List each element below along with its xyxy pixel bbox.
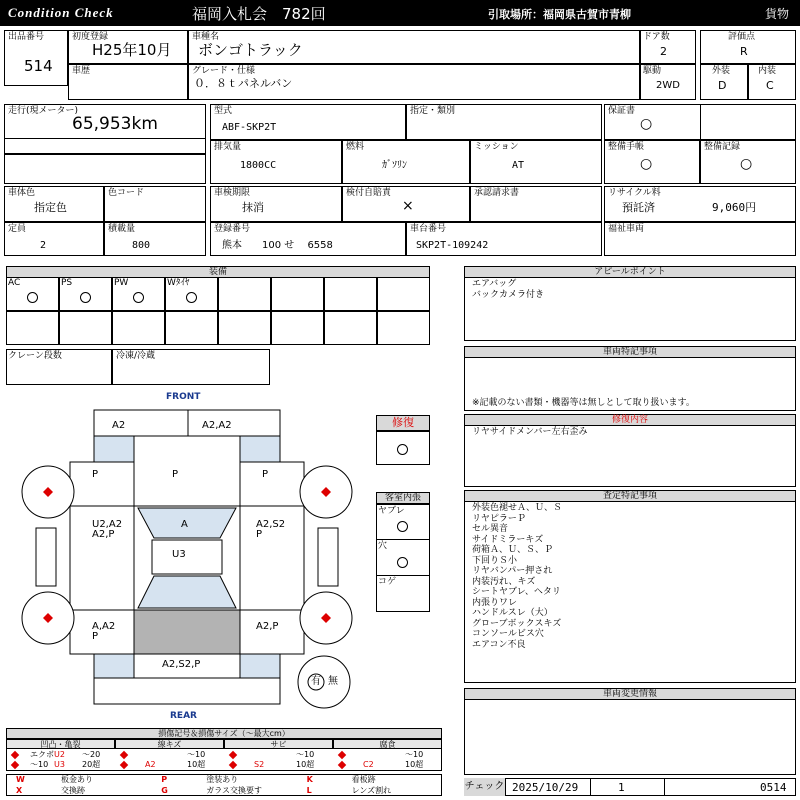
grade-value: ０．８ｔパネルバン [194, 77, 293, 90]
insurance-value: × [402, 198, 414, 214]
code-value: 看板跡 [351, 775, 376, 784]
inspect-note-line: グローブボックスキズ [472, 618, 562, 629]
damage-hood-mid: P [172, 469, 179, 480]
color-value: 指定色 [34, 201, 67, 214]
ext-value: D [718, 79, 727, 92]
appeal-line-2: バックカメラ付き [472, 290, 545, 300]
grade-label: グレード・仕様 [192, 66, 256, 76]
lot-number: 514 [24, 57, 53, 75]
spare-none: 無 [328, 676, 338, 687]
equipment-label: PW [114, 278, 129, 288]
inspect-note-line: 外装色褪せＡ、Ｕ、Ｓ [472, 503, 563, 513]
doors-label: ドア数 [643, 32, 670, 42]
interior-hole-label: 穴 [378, 541, 388, 551]
inspect-note-line: 内装汚れ、キズ [472, 576, 536, 587]
damage-top-right: A2,A2 [202, 420, 232, 431]
header-bar [0, 0, 800, 26]
warranty-mark: ○ [640, 116, 653, 132]
inspection-value: 抹消 [242, 201, 264, 214]
change-info-box [464, 699, 796, 775]
car-label: 車種名 [192, 32, 220, 42]
recycle-label: リサイクル料 [608, 188, 661, 198]
damage-right-rear: A2,P [256, 621, 279, 632]
repair-header: 修復 [376, 415, 430, 431]
front-label: FRONT [166, 392, 201, 402]
maint-rec-label: 整備記録 [704, 142, 741, 152]
color-code-label: 色コード [108, 188, 145, 198]
interior-divider-1 [376, 539, 430, 540]
capacity-label: 定員 [8, 224, 27, 234]
repair-content-header: 修復内容 [464, 414, 796, 426]
interior-divider-2 [376, 575, 430, 576]
equipment-cell [112, 311, 165, 345]
check-divider-2 [664, 778, 665, 796]
approval-label: 承認請求書 [474, 188, 520, 198]
legend-cell: U2 [54, 750, 65, 759]
load-label: 積載量 [108, 224, 136, 234]
legend-group-name: 凹凸・亀裂 [6, 739, 115, 749]
drive-label: 駆動 [643, 66, 662, 76]
legend-cell: S2 [254, 760, 265, 769]
plate-value: 熊本 100 せ 6558 [222, 240, 333, 251]
warranty-label: 保証書 [608, 106, 636, 116]
fridge-label: 冷凍/冷蔵 [116, 351, 156, 361]
inspect-note-line: リヤピラーＰ [472, 513, 526, 524]
inspect-note-line: 荷箱Ａ、Ｕ、Ｓ、Ｐ [472, 545, 554, 555]
inspect-note-line: シートヤブレ、ヘタリ [472, 587, 561, 597]
equipment-mark [133, 292, 144, 303]
legend-cell: 〜20 [82, 750, 101, 759]
special-header: 車両特記事項 [464, 346, 796, 358]
equipment-cell [324, 311, 377, 345]
inspect-note-line: リヤバンパー押され [472, 566, 553, 576]
mission-value: AT [512, 160, 525, 171]
warranty-divider [700, 104, 701, 140]
legend-group-name: サビ [224, 739, 333, 749]
check-date: 2025/10/29 [512, 781, 579, 794]
code-value: 塗装あり [206, 775, 239, 784]
auction-title: 福岡入札会 782回 [192, 5, 326, 23]
repair-mark [397, 444, 408, 455]
equipment-cell [271, 277, 324, 311]
change-info-header: 車両変更情報 [464, 688, 796, 700]
pickup-location: 引取場所：福岡県古賀市青柳 [488, 8, 631, 21]
equipment-cell [377, 277, 430, 311]
displacement-value: 1800CC [240, 160, 277, 171]
inspect-note-line: ハンドルスレ（大） [472, 608, 553, 618]
ext-label: 外装 [712, 66, 731, 76]
inspection-label: 車検期限 [214, 188, 251, 198]
recycle-status: 預託済 [622, 201, 655, 214]
int-label: 内装 [758, 66, 777, 76]
designation-label: 指定・類別 [410, 106, 456, 116]
color-label: 車体色 [8, 188, 36, 198]
inspect-note-line: コンソールビス穴 [472, 629, 544, 639]
equipment-header: 装備 [6, 266, 430, 278]
fuel-label: 燃料 [346, 142, 365, 152]
model-label: 型式 [214, 106, 233, 116]
code-key: K [306, 775, 313, 784]
code-key: X [16, 786, 23, 795]
rear-label: REAR [170, 711, 197, 721]
capacity-value: 2 [40, 240, 47, 251]
interior-hole-mark [397, 557, 408, 568]
vehicle-category: 貨物 [765, 7, 790, 21]
damage-top-left: A2 [112, 420, 126, 431]
recycle-fee: 9,060円 [712, 201, 757, 214]
check-divider-1 [590, 778, 591, 796]
check-label: チェック [464, 778, 506, 796]
legend-cell: 〜10 [405, 750, 424, 759]
legend-cell: 〜10 [30, 760, 49, 769]
mileage-value: 65,953km [72, 114, 158, 134]
displacement-label: 排気量 [214, 142, 242, 152]
equipment-cell [324, 277, 377, 311]
equipment-mark [80, 292, 91, 303]
chassis-label: 車台番号 [410, 224, 447, 234]
legend-cell: 10超 [187, 760, 206, 769]
inspect-notes-header: 査定特記事項 [464, 490, 796, 502]
inspect-note-line: 内張りワレ [472, 597, 518, 608]
score-label: 評価点 [728, 32, 756, 42]
chassis-value: SKP2T-109242 [416, 240, 489, 251]
legend-cell: U3 [54, 760, 65, 769]
drive-value: 2WD [656, 80, 680, 91]
equipment-label: PS [61, 278, 73, 288]
legend-header: 損傷記号＆損傷サイズ（〜最大cm） [6, 728, 442, 739]
repair-content-text: リヤサイドメンバー左右歪み [472, 427, 588, 437]
inspect-note-line: サイドミラーキズ [472, 534, 544, 545]
welfare-label: 福祉車両 [608, 224, 645, 234]
plate-label: 登録番号 [214, 224, 251, 234]
appeal-header: アピールポイント [464, 266, 796, 278]
damage-left-rear: A,A2 P [92, 621, 116, 642]
interior-burn-label: コゲ [378, 577, 397, 587]
damage-hood-left: P [92, 469, 99, 480]
inspect-note-line: セル異音 [472, 524, 509, 534]
insurance-label: 検付自賠責 [346, 188, 392, 198]
code-key: W [16, 775, 25, 784]
blank-left-box [4, 154, 206, 184]
code-key: L [306, 786, 312, 795]
equipment-cell [218, 277, 271, 311]
code-value: ガラス交換要す [206, 786, 263, 795]
condition-check-title: Condition Check [8, 5, 114, 20]
damage-windshield: A [181, 519, 188, 530]
code-value: レンズ割れ [351, 786, 392, 795]
int-value: C [766, 79, 774, 92]
reg-label: 初度登録 [72, 32, 109, 42]
check-no: 1 [618, 781, 625, 794]
equipment-mark [27, 292, 38, 303]
equipment-cell [165, 311, 218, 345]
fuel-value: ｶﾞｿﾘﾝ [382, 160, 407, 171]
legend-cell: C2 [363, 760, 374, 769]
legend-cell: 10超 [296, 760, 315, 769]
lot-label: 出品番号 [8, 32, 45, 42]
legend-group-name: 線キズ [115, 739, 224, 749]
maint-rec-mark: ○ [740, 156, 753, 172]
score-value: R [740, 45, 748, 58]
mileage-label: 走行(現メーター) [8, 106, 79, 116]
code-value: 板金あり [61, 775, 93, 784]
equipment-cell [6, 311, 59, 345]
mileage-divider [4, 138, 206, 139]
equipment-cell [218, 311, 271, 345]
check-id: 0514 [760, 781, 787, 794]
load-value: 800 [132, 240, 151, 251]
legend-cell: A2 [145, 760, 156, 769]
damage-left-front: U2,A2 A2,P [92, 519, 123, 540]
mission-label: ミッション [474, 142, 519, 152]
code-value: 交換跡 [61, 786, 85, 795]
inspect-note-line: 下回りＳ小 [472, 555, 518, 566]
doors-value: 2 [660, 45, 667, 58]
code-key: G [161, 786, 168, 795]
car-name: ボンゴトラック [198, 41, 303, 59]
spare-yes: 有 [311, 676, 321, 687]
damage-roof: U3 [172, 549, 186, 560]
equipment-label: AC [8, 278, 21, 288]
history-label: 車歴 [72, 66, 91, 76]
interior-tear-label: ヤブレ [378, 506, 405, 516]
legend-cell: 〜10 [187, 750, 206, 759]
legend-cell: エクボ [30, 750, 54, 759]
damage-hood-right: P [262, 469, 269, 480]
model-value: ABF-SKP2T [222, 122, 277, 133]
equipment-mark [186, 292, 197, 303]
equipment-label: Wﾀｲﾔ [167, 278, 190, 288]
legend-cell: 10超 [405, 760, 424, 769]
equipment-cell [271, 311, 324, 345]
first-registration: H25年10月 [92, 41, 172, 59]
special-note: ※記載のない書類・機器等は無しとして取り扱います。 [472, 398, 695, 408]
interior-tear-mark [397, 521, 408, 532]
equipment-cell [377, 311, 430, 345]
appeal-line-1: エアバッグ [472, 279, 517, 289]
damage-rear-panel: A2,S2,P [162, 659, 201, 670]
legend-cell: 〜10 [296, 750, 315, 759]
code-key: P [161, 775, 168, 784]
crane-label: クレーン段数 [8, 351, 62, 361]
inspect-note-line: エアコン不良 [472, 639, 526, 650]
legend-group-name: 腐食 [333, 739, 442, 749]
interior-header: 客室内張 [376, 492, 430, 504]
equipment-cell [59, 311, 112, 345]
legend-cell: 20超 [82, 760, 101, 769]
maint-label: 整備手帳 [608, 142, 645, 152]
maint-mark: ○ [640, 156, 653, 172]
damage-right-front: A2,S2 P [256, 519, 286, 540]
